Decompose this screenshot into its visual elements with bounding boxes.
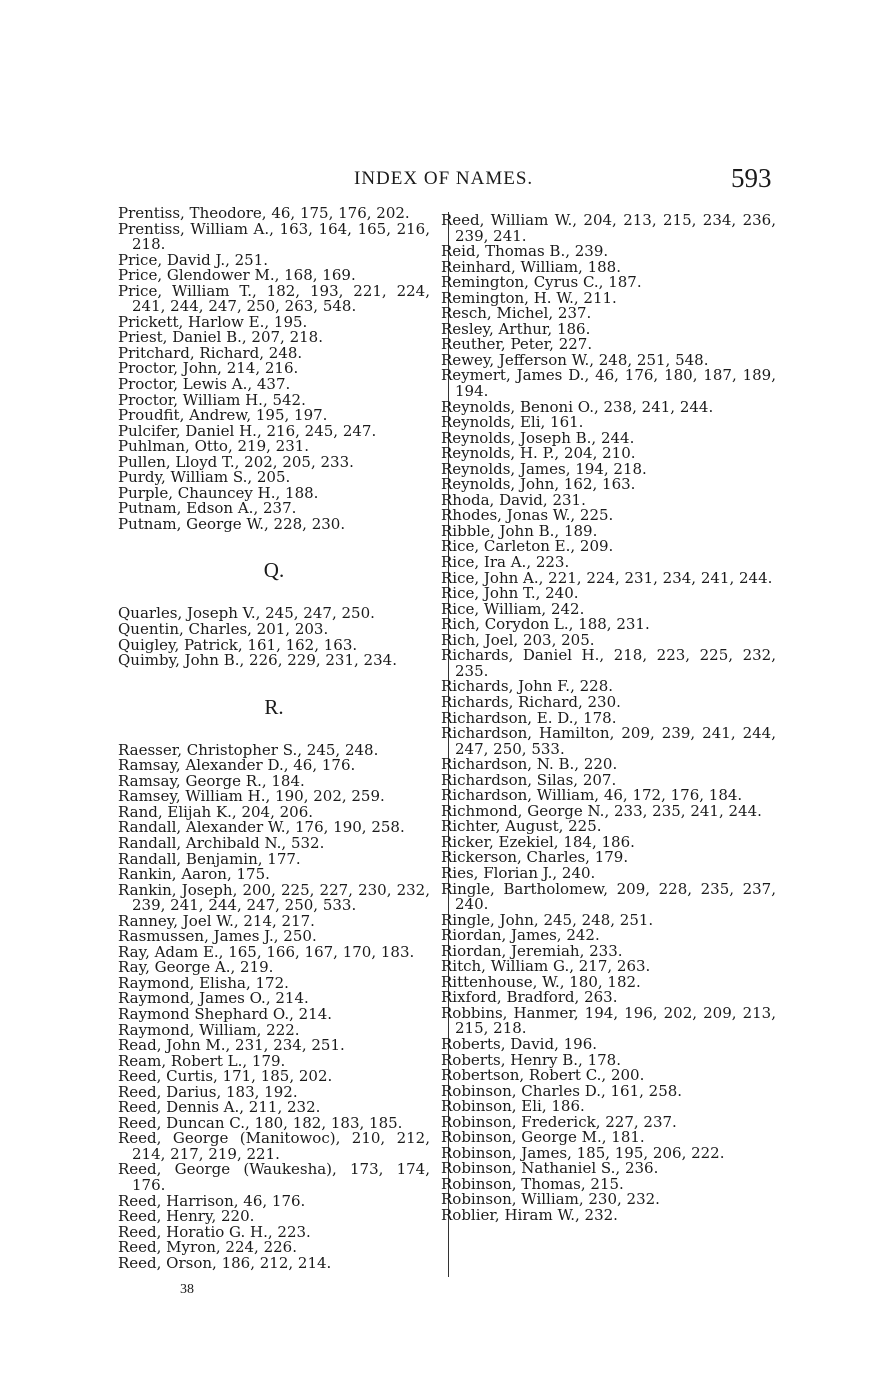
index-entry: Richter, August, 225.: [441, 817, 602, 836]
index-entry: Proctor, William H., 542.: [118, 390, 306, 409]
index-entry: Reed, Curtis, 171, 185, 202.: [118, 1067, 333, 1086]
index-entry: Robinson, Thomas, 215.: [441, 1174, 624, 1193]
index-entry: Rewey, Jefferson W., 248, 251, 548.: [441, 350, 709, 369]
index-entry: Raymond, William, 222.: [118, 1020, 300, 1039]
index-entry: Reuther, Peter, 227.: [441, 335, 593, 354]
index-entry: Ray, George A., 219.: [118, 958, 274, 977]
p-entries: [118, 206, 430, 532]
index-entry: Richardson, William, 46, 172, 176, 184.: [441, 786, 743, 805]
index-entry: Rixford, Bradford, 263.: [441, 988, 618, 1007]
index-entry: Pullen, Lloyd T., 202, 205, 233.: [118, 452, 354, 471]
index-entry: Reinhard, William, 188.: [441, 257, 621, 276]
index-entry: Richardson, Hamilton, 209, 239, 241, 244, 247, 250, 533.: [441, 724, 776, 758]
index-entry: Raymond Shephard O., 214.: [118, 1004, 333, 1023]
index-entry: Rankin, Aaron, 175.: [118, 865, 270, 884]
index-entry: Reed, Dennis A., 211, 232.: [118, 1098, 321, 1117]
index-entry: Richards, John F., 228.: [441, 677, 614, 696]
index-entry: Remington, H. W., 211.: [441, 288, 617, 307]
index-entry: Priest, Daniel B., 207, 218.: [118, 328, 323, 347]
index-entry: Rice, John A., 221, 224, 231, 234, 241, 244.: [441, 568, 773, 587]
index-entry: Reed, Orson, 186, 212, 214.: [118, 1253, 332, 1272]
q-entries: [118, 606, 430, 668]
index-entry: Puhlman, Otto, 219, 231.: [118, 437, 310, 456]
index-entry: Ricker, Ezekiel, 184, 186.: [441, 832, 635, 851]
index-entry: Putnam, Edson A., 237.: [118, 499, 297, 518]
index-entry: Robertson, Robert C., 200.: [441, 1066, 645, 1085]
index-entry: Raymond, Elisha, 172.: [118, 973, 289, 992]
index-entry: Rice, John T., 240.: [441, 584, 579, 603]
index-entry: Ries, Florian J., 240.: [441, 863, 596, 882]
index-entry: Rice, William, 242.: [441, 599, 585, 618]
index-entry: Reynolds, Eli, 161.: [441, 413, 584, 432]
index-entry: Reynolds, James, 194, 218.: [441, 459, 647, 478]
index-entry: Reed, George (Manitowoc), 210, 212, 214, 217, 219, 221.: [118, 1129, 430, 1163]
index-entry: Richardson, Silas, 207.: [441, 770, 617, 789]
index-entry: Robinson, Frederick, 227, 237.: [441, 1112, 677, 1131]
index-entry: Randall, Archibald N., 532.: [118, 833, 325, 852]
index-entry: Reed, Henry, 220.: [118, 1207, 255, 1226]
index-column-left: [118, 206, 430, 1271]
index-entry: Randall, Alexander W., 176, 190, 258.: [118, 818, 405, 837]
index-entry: Pulcifer, Daniel H., 216, 245, 247.: [118, 421, 377, 440]
index-entry: Rankin, Joseph, 200, 225, 227, 230, 232, 239, 241, 244, 247, 250, 533.: [118, 880, 430, 915]
index-entry: Reed, Myron, 224, 226.: [118, 1238, 297, 1257]
index-entry: Reed, Darius, 183, 192.: [118, 1082, 298, 1101]
index-entry: Quarles, Joseph V., 245, 247, 250.: [118, 604, 375, 623]
index-entry: Rasmussen, James J., 250.: [118, 927, 317, 946]
index-entry: Reynolds, Joseph B., 244.: [441, 428, 635, 447]
index-entry: Richardson, N. B., 220.: [441, 755, 618, 774]
index-entry: Roblier, Hiram W., 232.: [441, 1206, 618, 1224]
index-entry: Reed, William W., 204, 213, 215, 234, 236, 239, 241.: [441, 211, 776, 245]
index-entry: Ritch, William G., 217, 263.: [441, 957, 651, 976]
page-number: 593: [731, 163, 772, 193]
index-entry: Resley, Arthur, 186.: [441, 319, 591, 338]
index-entry: Reynolds, John, 162, 163.: [441, 475, 636, 494]
index-entry: Reed, Harrison, 46, 176.: [118, 1191, 306, 1210]
index-entry: Ribble, John B., 189.: [441, 521, 598, 540]
index-entry: Proctor, Lewis A., 437.: [118, 375, 291, 394]
index-entry: Prentiss, Theodore, 46, 175, 176, 202.: [118, 204, 410, 222]
index-entry: Richmond, George N., 233, 235, 241, 244.: [441, 801, 762, 820]
index-column-right: [441, 213, 776, 1224]
index-entry: Rhodes, Jonas W., 225.: [441, 506, 614, 525]
index-entry: Richards, Richard, 230.: [441, 692, 621, 711]
index-entry: Reynolds, H. P., 204, 210.: [441, 444, 636, 463]
index-entry: Prickett, Harlow E., 195.: [118, 312, 308, 331]
index-entry: Raymond, James O., 214.: [118, 989, 309, 1008]
index-entry: Ramsay, Alexander D., 46, 176.: [118, 756, 356, 775]
index-entry: Robinson, William, 230, 232.: [441, 1190, 660, 1209]
index-entry: Quimby, John B., 226, 229, 231, 234.: [118, 651, 397, 670]
index-entry: Ringle, John, 245, 248, 251.: [441, 910, 654, 929]
index-entry: Reed, Horatio G. H., 223.: [118, 1222, 311, 1241]
index-entry: Price, William T., 182, 193, 221, 224, 241, 244, 247, 250, 263, 548.: [118, 281, 430, 316]
index-entry: Roberts, Henry B., 178.: [441, 1050, 621, 1069]
index-entry: Purdy, William S., 205.: [118, 468, 291, 487]
index-entry: Ringle, Bartholomew, 209, 228, 235, 237, 240.: [441, 879, 776, 914]
index-entry: Prentiss, William A., 163, 164, 165, 216, 218.: [118, 219, 430, 254]
index-entry: Rickerson, Charles, 179.: [441, 848, 629, 867]
index-entry: Robinson, Nathaniel S., 236.: [441, 1159, 659, 1178]
index-entry: Resch, Michel, 237.: [441, 304, 592, 323]
index-entry: Robinson, James, 185, 195, 206, 222.: [441, 1143, 725, 1162]
index-entry: Rich, Joel, 203, 205.: [441, 630, 595, 649]
index-entry: Rice, Carleton E., 209.: [441, 537, 614, 556]
index-entry: Randall, Benjamin, 177.: [118, 849, 301, 868]
index-entry: Ramsey, William H., 190, 202, 259.: [118, 787, 385, 806]
r-entries: [118, 740, 430, 1272]
index-entry: Rhoda, David, 231.: [441, 490, 586, 509]
right-entries: [441, 213, 776, 1224]
section-heading-r: R.: [264, 694, 284, 719]
index-entry: Purple, Chauncey H., 188.: [118, 483, 319, 502]
index-entry: Ream, Robert L., 179.: [118, 1051, 286, 1070]
index-entry: Reed, Duncan C., 180, 182, 183, 185.: [118, 1113, 403, 1132]
index-entry: Rand, Elijah K., 204, 206.: [118, 802, 314, 821]
section-heading-q: Q.: [263, 558, 285, 583]
index-entry: Quigley, Patrick, 161, 162, 163.: [118, 635, 358, 654]
index-entry: Reed, George (Waukesha), 173, 174, 176.: [118, 1160, 430, 1194]
index-entry: Robbins, Hanmer, 194, 196, 202, 209, 213, 215, 218.: [441, 1003, 776, 1038]
index-entry: Proctor, John, 214, 216.: [118, 359, 299, 378]
index-entry: Rich, Corydon L., 188, 231.: [441, 615, 650, 634]
index-entry: Reid, Thomas B., 239.: [441, 242, 609, 261]
index-entry: Richardson, E. D., 178.: [441, 708, 617, 727]
index-entry: Ray, Adam E., 165, 166, 167, 170, 183.: [118, 942, 415, 961]
index-entry: Quentin, Charles, 201, 203.: [118, 620, 329, 639]
index-entry: Read, John M., 231, 234, 251.: [118, 1036, 345, 1055]
index-entry: Reynolds, Benoni O., 238, 241, 244.: [441, 397, 714, 416]
index-entry: Riordan, Jeremiah, 233.: [441, 941, 623, 960]
index-entry: Raesser, Christopher S., 245, 248.: [118, 740, 379, 759]
index-entry: Price, Glendower M., 168, 169.: [118, 266, 356, 285]
index-entry: Ramsay, George R., 184.: [118, 771, 305, 790]
index-entry: Pritchard, Richard, 248.: [118, 343, 303, 362]
index-entry: Rice, Ira A., 223.: [441, 553, 570, 572]
index-entry: Robinson, George M., 181.: [441, 1128, 645, 1147]
index-entry: Robinson, Charles D., 161, 258.: [441, 1081, 683, 1100]
index-entry: Richards, Daniel H., 218, 223, 225, 232, 235.: [441, 646, 776, 680]
index-entry: Proudfit, Andrew, 195, 197.: [118, 406, 328, 425]
index-entry: Price, David J., 251.: [118, 250, 269, 269]
index-entry: Putnam, George W., 228, 230.: [118, 514, 346, 533]
index-entry: Robinson, Eli, 186.: [441, 1097, 585, 1116]
index-entry: Riordan, James, 242.: [441, 926, 600, 945]
signature-mark: 38: [180, 1282, 194, 1297]
index-entry: Reymert, James D., 46, 176, 180, 187, 189, 194.: [441, 366, 776, 401]
index-entry: Ranney, Joel W., 214, 217.: [118, 911, 315, 930]
running-title: INDEX OF NAMES.: [354, 168, 534, 189]
index-entry: Remington, Cyrus C., 187.: [441, 273, 642, 292]
index-entry: Rittenhouse, W., 180, 182.: [441, 972, 641, 991]
index-entry: Roberts, David, 196.: [441, 1034, 598, 1053]
